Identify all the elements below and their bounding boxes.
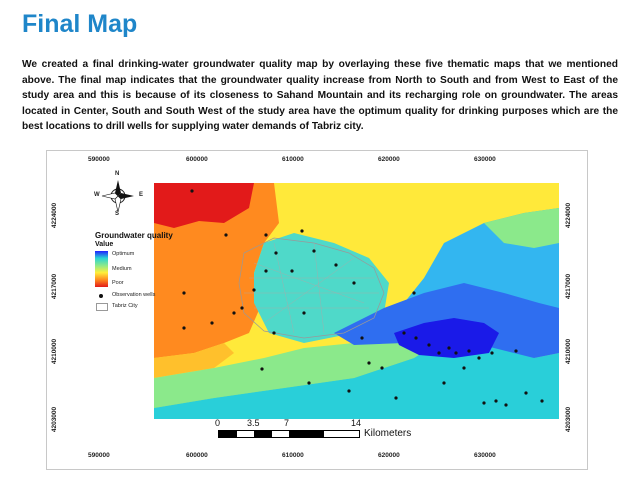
legend-well-symbol	[99, 294, 103, 298]
observation-well	[290, 269, 293, 272]
scale-label-0: 0	[215, 418, 221, 428]
observation-well	[302, 311, 305, 314]
observation-well	[462, 366, 465, 369]
observation-well	[300, 229, 303, 232]
observation-well	[272, 331, 275, 334]
legend-title: Groundwater quality	[95, 231, 173, 240]
x-tick-bottom: 620000	[378, 452, 400, 459]
observation-well	[494, 399, 497, 402]
legend-color-ramp	[95, 251, 108, 287]
observation-well	[260, 367, 263, 370]
observation-well	[367, 361, 370, 364]
observation-well	[504, 403, 507, 406]
observation-well	[252, 288, 255, 291]
observation-well	[210, 321, 213, 324]
y-tick-right: 4217000	[565, 273, 573, 300]
observation-well	[224, 233, 227, 236]
x-tick-top: 610000	[282, 156, 304, 163]
observation-well	[182, 326, 185, 329]
y-tick-left: 4217000	[51, 273, 59, 300]
legend-city-label: Tabriz City	[112, 303, 138, 309]
observation-well	[360, 336, 363, 339]
x-tick-top: 620000	[378, 156, 400, 163]
observation-well	[442, 381, 445, 384]
observation-well	[540, 399, 543, 402]
x-tick-bottom: 610000	[282, 452, 304, 459]
observation-well	[380, 366, 383, 369]
observation-well	[352, 281, 355, 284]
description-paragraph: We created a final drinking-water groundwater quality map by overlaying these five thematic maps that we mentioned above. The final map indicates that the groundwater quality increase from North to South and from West to East of the study area and this is because of its closeness to Sahand Mountain and its recharging role on groundwater. The areas located in Center, South and South West of the study area have the optimum quality for drinking purposes which are the best locations to drill wells for supplying water demands of Tabriz city.	[22, 59, 618, 133]
observation-well	[412, 291, 415, 294]
observation-well	[477, 356, 480, 359]
observation-wells-layer	[154, 183, 559, 419]
north-arrow-icon	[98, 176, 138, 216]
observation-well	[524, 391, 527, 394]
legend-poor-label: Poor	[112, 280, 124, 286]
legend-value-label: Value	[95, 241, 114, 248]
scale-label-3: 14	[351, 418, 362, 428]
y-tick-left: 4224000	[51, 202, 59, 229]
page-title: Final Map	[22, 10, 138, 38]
legend-wells-label: Observation wells	[112, 292, 156, 298]
observation-well	[182, 291, 185, 294]
legend-city-symbol	[96, 303, 108, 311]
observation-well	[274, 251, 277, 254]
observation-well	[490, 351, 493, 354]
observation-well	[482, 401, 485, 404]
x-tick-bottom: 590000	[88, 452, 110, 459]
scale-unit-label: Kilometers	[364, 428, 412, 439]
y-tick-right: 4224000	[565, 202, 573, 229]
observation-well	[307, 381, 310, 384]
compass-west-label: W	[94, 192, 100, 198]
compass-east-label: E	[139, 192, 144, 198]
observation-well	[437, 351, 440, 354]
x-tick-bottom: 600000	[186, 452, 208, 459]
observation-well	[190, 189, 193, 192]
x-tick-top: 600000	[186, 156, 208, 163]
y-tick-left: 4210000	[51, 338, 59, 365]
scale-label-2: 7	[284, 418, 290, 428]
compass-south-label: S	[115, 211, 120, 217]
scale-label-1: 3.5	[247, 418, 260, 428]
legend-optimum-label: Optimum	[112, 251, 135, 257]
legend-medium-label: Medium	[112, 266, 132, 272]
observation-well	[264, 233, 267, 236]
observation-well	[347, 389, 350, 392]
y-tick-right: 4203000	[565, 406, 573, 433]
observation-well	[232, 311, 235, 314]
x-tick-top: 630000	[474, 156, 496, 163]
y-tick-right: 4210000	[565, 338, 573, 365]
observation-well	[312, 249, 315, 252]
observation-well	[414, 336, 417, 339]
observation-well	[514, 349, 517, 352]
scale-bar	[218, 430, 360, 438]
x-tick-bottom: 630000	[474, 452, 496, 459]
observation-well	[402, 331, 405, 334]
observation-well	[467, 349, 470, 352]
observation-well	[240, 306, 243, 309]
compass-north-label: N	[115, 171, 120, 177]
observation-well	[454, 351, 457, 354]
x-tick-top: 590000	[88, 156, 110, 163]
observation-well	[264, 269, 267, 272]
observation-well	[394, 396, 397, 399]
y-tick-left: 4203000	[51, 406, 59, 433]
observation-well	[427, 343, 430, 346]
observation-well	[334, 263, 337, 266]
observation-well	[447, 346, 450, 349]
